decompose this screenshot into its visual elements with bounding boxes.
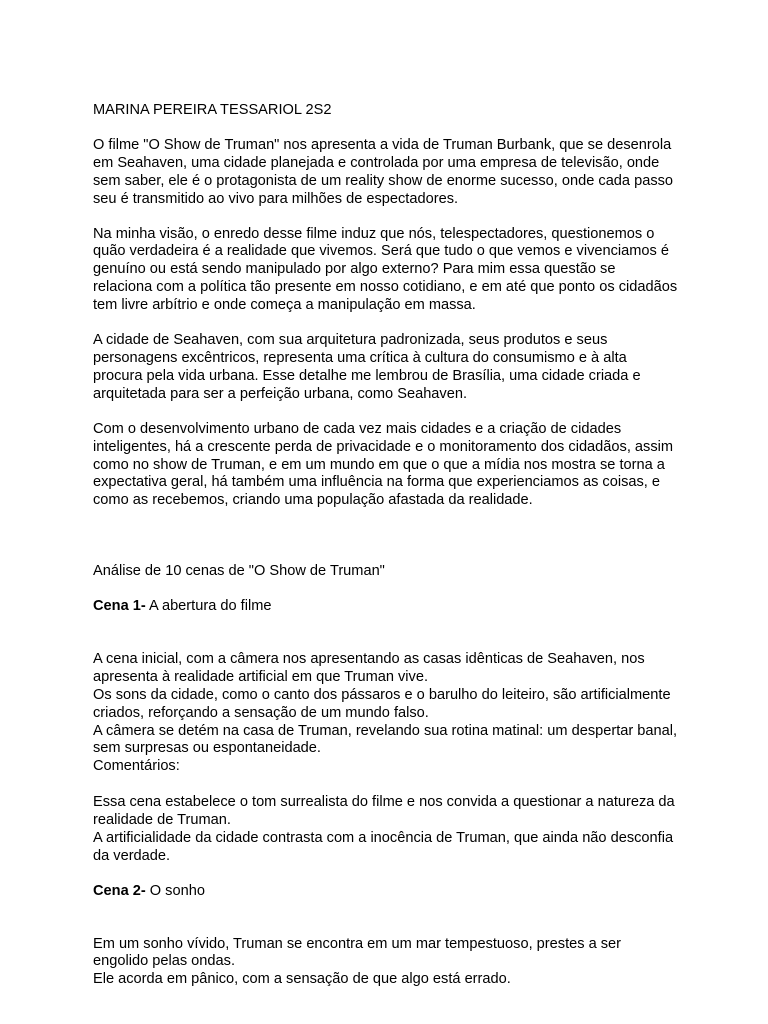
scene-1-comment-2: A artificialidade da cidade contrasta com a inocência de Truman, que ainda não desconfia da verdade. (93, 829, 674, 864)
author-line: MARINA PEREIRA TESSARIOL 2S2 (93, 102, 332, 118)
scene-1-line-2: Os sons da cidade, como o canto dos pássaros e o barulho do leiteiro, são artificialmente criados, reforçando a sensação de um mundo falso. (93, 686, 671, 721)
intro-paragraph-1: O filme "O Show de Truman" nos apresenta a vida de Truman Burbank, que se desenrola em Seahaven, uma cidade planejada e controlada por uma empresa de televisão, onde sem saber, ele é o protagonista de um reality show de enorme sucesso, onde cada passo seu é transmitido ao vivo para milhões de espectadores. (93, 136, 674, 207)
scene-1-line-1: A cena inicial, com a câmera nos apresentando as casas idênticas de Seahaven, nos apresenta à realidade artificial em que Truman vive. (93, 650, 645, 685)
blank-line (93, 633, 678, 651)
scene-1-line-3: A câmera se detém na casa de Truman, revelando sua rotina matinal: um despertar banal, sem surpresas ou espontaneidade. (93, 722, 678, 757)
intro-paragraph-2: Na minha visão, o enredo desse filme induz que nós, telespectadores, questionemos o quão verdadeira é a realidade que vivemos. Será que tudo o que vemos e vivenciamos é genuíno ou está sendo manipulado por algo externo? Para mim essa questão se relaciona com a política tão presente em nosso cotidiano, e em até que ponto os cidadãos tem livre arbítrio e onde começa a manipulação em massa. (93, 225, 678, 314)
scene-1-text (93, 651, 678, 776)
intro-paragraph-3: A cidade de Seahaven, com sua arquitetura padronizada, seus produtos e seus personagens excêntricos, representa uma crítica à cultura do consumismo e à alta procura pela vida urbana. Esse detalhe me lembrou de Brasília, uma cidade criada e arquitetada para ser a perfeição urbana, como Seahaven. (93, 332, 641, 402)
scene-1-title: A abertura do filme (145, 598, 272, 615)
blank-line (93, 776, 678, 794)
scene-2-text (93, 936, 678, 990)
blank-line (93, 918, 678, 936)
scene-1-label: Cena 1- (93, 598, 146, 615)
scene-1-comment-1: Essa cena estabelece o tom surrealista do filme e nos convida a questionar a natureza da realidade de Truman. (93, 794, 675, 829)
scene-2-heading (93, 883, 678, 901)
scene-2-line-1: Em um sonho vívido, Truman se encontra em um mar tempestuoso, prestes a ser engolido pelas ondas. (93, 935, 622, 970)
section-spacer (93, 527, 678, 563)
document-body (93, 102, 678, 989)
scene-1-heading (93, 598, 678, 616)
scene-2-line-2: Ele acorda em pânico, com a sensação de que algo está errado. (93, 971, 511, 988)
scene-1-comments-label: Comentários: (93, 758, 180, 775)
scene-2-label: Cena 2- (93, 882, 146, 899)
scene-2-title: O sonho (145, 882, 205, 899)
intro-paragraph-4: Com o desenvolvimento urbano de cada vez mais cidades e a criação de cidades inteligentes, há a crescente perda de privacidade e o monitoramento dos cidadãos, assim como no show de Truman, e em um mundo em que o que a mídia nos mostra se torna a expectativa geral, há também uma influência na forma que experienciamos as coisas, e como as recebemos, criando uma população afastada da realidade. (93, 420, 674, 509)
section-title: Análise de 10 cenas de "O Show de Truman" (93, 563, 385, 580)
scene-1-comments (93, 794, 678, 866)
